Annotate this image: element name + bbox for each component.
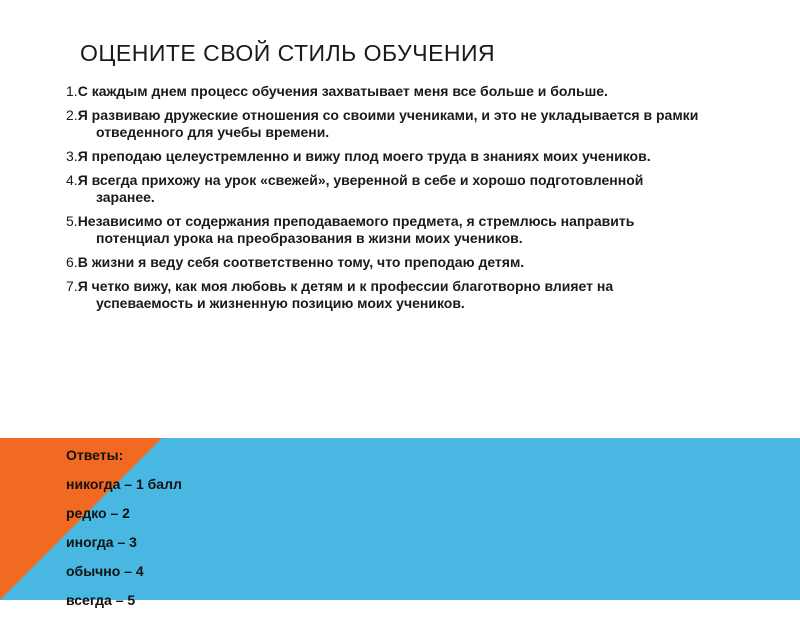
- list-item: [66, 172, 706, 206]
- questionnaire-list: [66, 83, 706, 319]
- list-item: [66, 83, 706, 100]
- item-text: Независимо от содержания преподаваемого предмета, я стремлюсь направить потенциал урока на преобразования в жизни моих учеников.: [77, 213, 635, 246]
- item-number: 5.: [66, 213, 78, 229]
- item-number: 7.: [66, 278, 78, 294]
- answers-block: [66, 447, 366, 621]
- item-text: Я четко вижу, как моя любовь к детям и к профессии благотворно влияет на успеваемость и жизненную позицию моих учеников.: [77, 278, 614, 311]
- item-number: 6.: [66, 254, 78, 270]
- list-item: [66, 278, 706, 312]
- answer-row: никогда – 1 балл: [66, 476, 182, 492]
- item-number: 2.: [66, 107, 78, 123]
- item-number: 4.: [66, 172, 78, 188]
- item-text: С каждым днем процесс обучения захватывает меня все больше и больше.: [77, 83, 608, 99]
- answer-row: иногда – 3: [66, 534, 137, 550]
- list-item: [66, 213, 706, 247]
- answer-row: всегда – 5: [66, 592, 136, 608]
- answer-row: обычно – 4: [66, 563, 144, 579]
- slide-title: ОЦЕНИТЕ СВОЙ СТИЛЬ ОБУЧЕНИЯ: [80, 40, 496, 66]
- item-number: 1.: [66, 83, 78, 99]
- list-item: [66, 107, 706, 141]
- answer-row: редко – 2: [66, 505, 130, 521]
- answers-heading: Ответы:: [66, 447, 124, 463]
- item-text: Я развиваю дружеские отношения со своими учениками, и это не укладывается в рамки отведенного для учебы времени.: [77, 107, 699, 140]
- item-number: 3.: [66, 148, 78, 164]
- item-text: Я всегда прихожу на урок «свежей», уверенной в себе и хорошо подготовленной заранее.: [77, 172, 644, 205]
- list-item: [66, 148, 706, 165]
- list-item: [66, 254, 706, 271]
- item-text: Я преподаю целеустремленно и вижу плод моего труда в знаниях моих учеников.: [77, 148, 651, 164]
- item-text: В жизни я веду себя соответственно тому, что преподаю детям.: [77, 254, 525, 270]
